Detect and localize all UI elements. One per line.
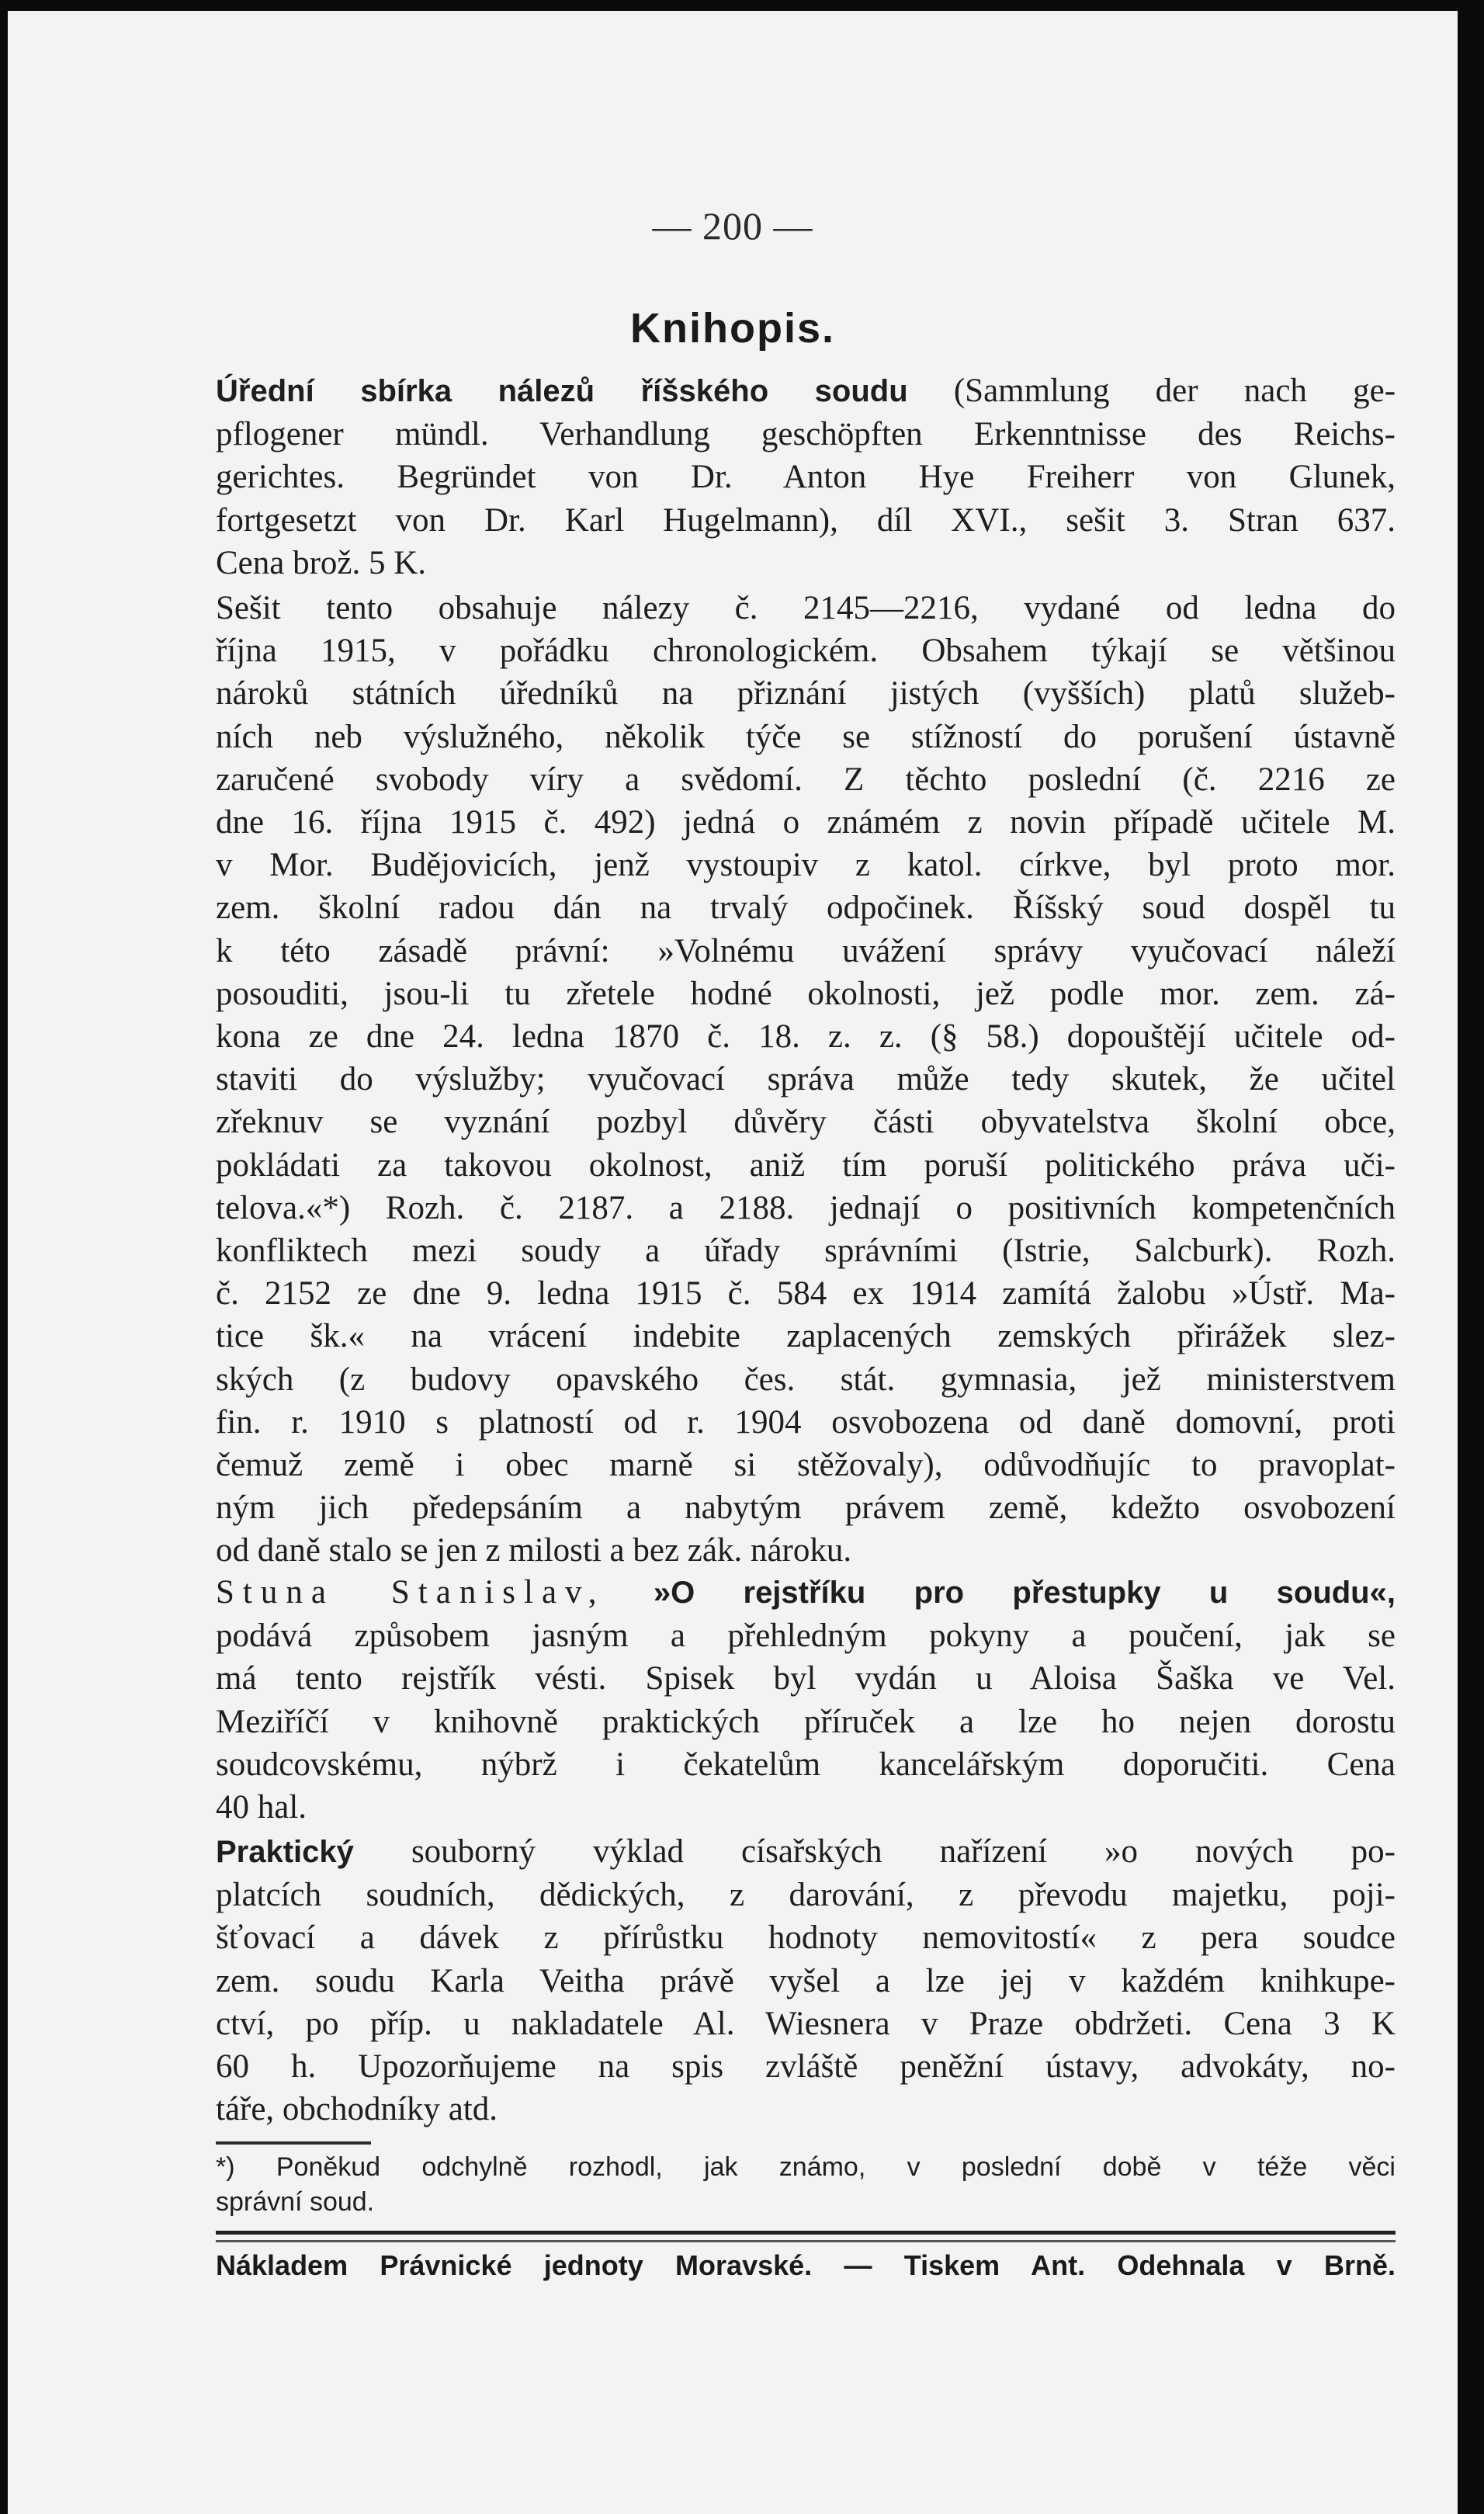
paragraph-line: platcích soudních, dědických, z darování, z převodu majetku, poji- <box>216 1877 1396 1914</box>
footnote <box>216 2150 1396 2220</box>
footnote-line: *) Poněkud odchylně rozhodl, jak známo, v poslední době v téže věci <box>216 2152 1396 2182</box>
paragraph-line: podává způsobem jasným a přehledným pokyny a poučení, jak se <box>216 1618 1396 1655</box>
author-name: Stuna Stanislav, <box>216 1574 605 1611</box>
paragraph-line: ních neb výslužného, několik týče se stížností do porušení ústavně <box>216 718 1396 755</box>
footnote-line: správní soud. <box>216 2187 375 2217</box>
page-number: — 200 — <box>652 204 813 248</box>
text-span: (Sammlung der nach ge- <box>907 373 1396 409</box>
paragraph-sesit-obsah <box>216 587 1396 1573</box>
paragraph-line: k této zásadě právní: »Volnému uvážení správy vyučovací náleží <box>216 932 1396 969</box>
paragraph-line: pflogener mündl. Verhandlung geschöpften Erkenntnisse des Reichs- <box>216 416 1396 453</box>
paragraph-prakticky-vyklad <box>216 1830 1396 2131</box>
paragraph-line: 60 h. Upozorňujeme na spis zvláště peněžní ústavy, advokáty, no- <box>216 2048 1396 2086</box>
paragraph-line: staviti do výslužby; vyučovací správa může tedy skutek, že učitel <box>216 1061 1396 1098</box>
paragraph-line: zem. soudu Karla Veitha právě vyšel a lze jej v každém knihkupe- <box>216 1962 1396 1999</box>
paragraph-line: Cena brož. 5 K. <box>216 544 427 581</box>
paragraph-line: posouditi, jsou-li tu zřetele hodné okolnosti, jež podle mor. zem. zá- <box>216 975 1396 1012</box>
paragraph-line: gerichtes. Begründet von Dr. Anton Hye Freiherr von Glunek, <box>216 459 1396 496</box>
paragraph-line: ctví, po příp. u nakladatele Al. Wiesnera v Praze obdržeti. Cena 3 K <box>216 2005 1396 2042</box>
book-title: Praktický <box>216 1835 354 1869</box>
paragraph-line <box>216 1830 1396 1874</box>
paragraph-line: konfliktech mezi soudy a úřady správními (Istrie, Salcburk). Rozh. <box>216 1233 1396 1270</box>
paragraph-line <box>216 369 1396 413</box>
book-title: »O rejstříku pro přestupky u soudu«, <box>605 1576 1396 1610</box>
paragraph-line: telova.«*) Rozh. č. 2187. a 2188. jednají o positivních kompetenčních <box>216 1189 1396 1226</box>
paragraph-line: pokládati za takovou okolnost, aniž tím poruší politického práva uči- <box>216 1146 1396 1184</box>
paragraph-line: 40 hal. <box>216 1789 307 1826</box>
paragraph-line: zaručené svobody víry a svědomí. Z těchto poslední (č. 2216 ze <box>216 761 1396 798</box>
paragraph-line: má tento rejstřík vésti. Spisek byl vydán u Aloisa Šaška ve Vel. <box>216 1660 1396 1697</box>
paragraph-line: ských (z budovy opavského čes. stát. gymnasia, jež ministerstvem <box>216 1361 1396 1398</box>
paragraph-line: října 1915, v pořádku chronologickém. Obsahem týkají se většinou <box>216 633 1396 670</box>
footnote-divider <box>216 2141 371 2145</box>
book-title: Úřední sbírka nálezů říšského soudu <box>216 374 908 408</box>
paragraph-line: Meziříčí v knihovně praktických příruček a lze ho nejen dorostu <box>216 1703 1396 1740</box>
paragraph-line: ným jich předepsáním a nabytým právem země, kdežto osvobození <box>216 1489 1396 1527</box>
paragraph-line: táře, obchodníky atd. <box>216 2091 498 2128</box>
paragraph-line: šťovací a dávek z přírůstku hodnoty nemovitostí« z pera soudce <box>216 1919 1396 1957</box>
imprint-divider-thin <box>216 2240 1396 2242</box>
paragraph-line: nároků státních úředníků na přiznání jistých (vyšších) platů služeb- <box>216 675 1396 713</box>
text-span: souborný výklad císařských nařízení »o nových po- <box>353 1833 1396 1870</box>
paragraph-line: č. 2152 ze dne 9. ledna 1915 č. 584 ex 1914 zamítá žalobu »Ústř. Ma- <box>216 1275 1396 1312</box>
paragraph-line: soudcovskému, nýbrž i čekatelům kancelářským doporučiti. Cena <box>216 1746 1396 1783</box>
paragraph-line: čemuž země i obec marně si stěžovaly), odůvodňujíc to pravoplat- <box>216 1447 1396 1484</box>
publisher-imprint: Nákladem Právnické jednoty Moravské. — Tiskem Ant. Odehnala v Brně. <box>216 2249 1396 2281</box>
paragraph-line: od daně stalo se jen z milosti a bez zák. nároku. <box>216 1532 852 1569</box>
paragraph-rejstrik <box>216 1571 1396 1829</box>
paragraph-line: kona ze dne 24. ledna 1870 č. 18. z. z. (§ 58.) dopouštějí učitele od- <box>216 1018 1396 1056</box>
paragraph-line: v Mor. Budějovicích, jenž vystoupiv z katol. církve, byl proto mor. <box>216 847 1396 884</box>
section-heading: Knihopis. <box>630 305 835 352</box>
scan-border <box>1458 0 1484 2514</box>
paragraph-line <box>216 1571 1396 1614</box>
paragraph-line: zřeknuv se vyznání pozbyl důvěry části obyvatelstva školní obce, <box>216 1104 1396 1141</box>
paragraph-line: zem. školní radou dán na trvalý odpočinek. Říšský soud dospěl tu <box>216 889 1396 927</box>
paragraph-line: fortgesetzt von Dr. Karl Hugelmann), díl XVI., sešit 3. Stran 637. <box>216 501 1396 539</box>
paragraph-line: tice šk.« na vrácení indebite zaplacených zemských přirážek slez- <box>216 1318 1396 1355</box>
document-page <box>8 11 1458 2514</box>
paragraph-line: fin. r. 1910 s platností od r. 1904 osvobozena od daně domovní, proti <box>216 1403 1396 1441</box>
paragraph-sbirka-nalezu <box>216 369 1396 584</box>
paragraph-line: dne 16. října 1915 č. 492) jedná o známém z novin případě učitele M. <box>216 804 1396 841</box>
imprint-divider <box>216 2231 1396 2235</box>
paragraph-line: Sešit tento obsahuje nálezy č. 2145—2216, vydané od ledna do <box>216 590 1396 626</box>
